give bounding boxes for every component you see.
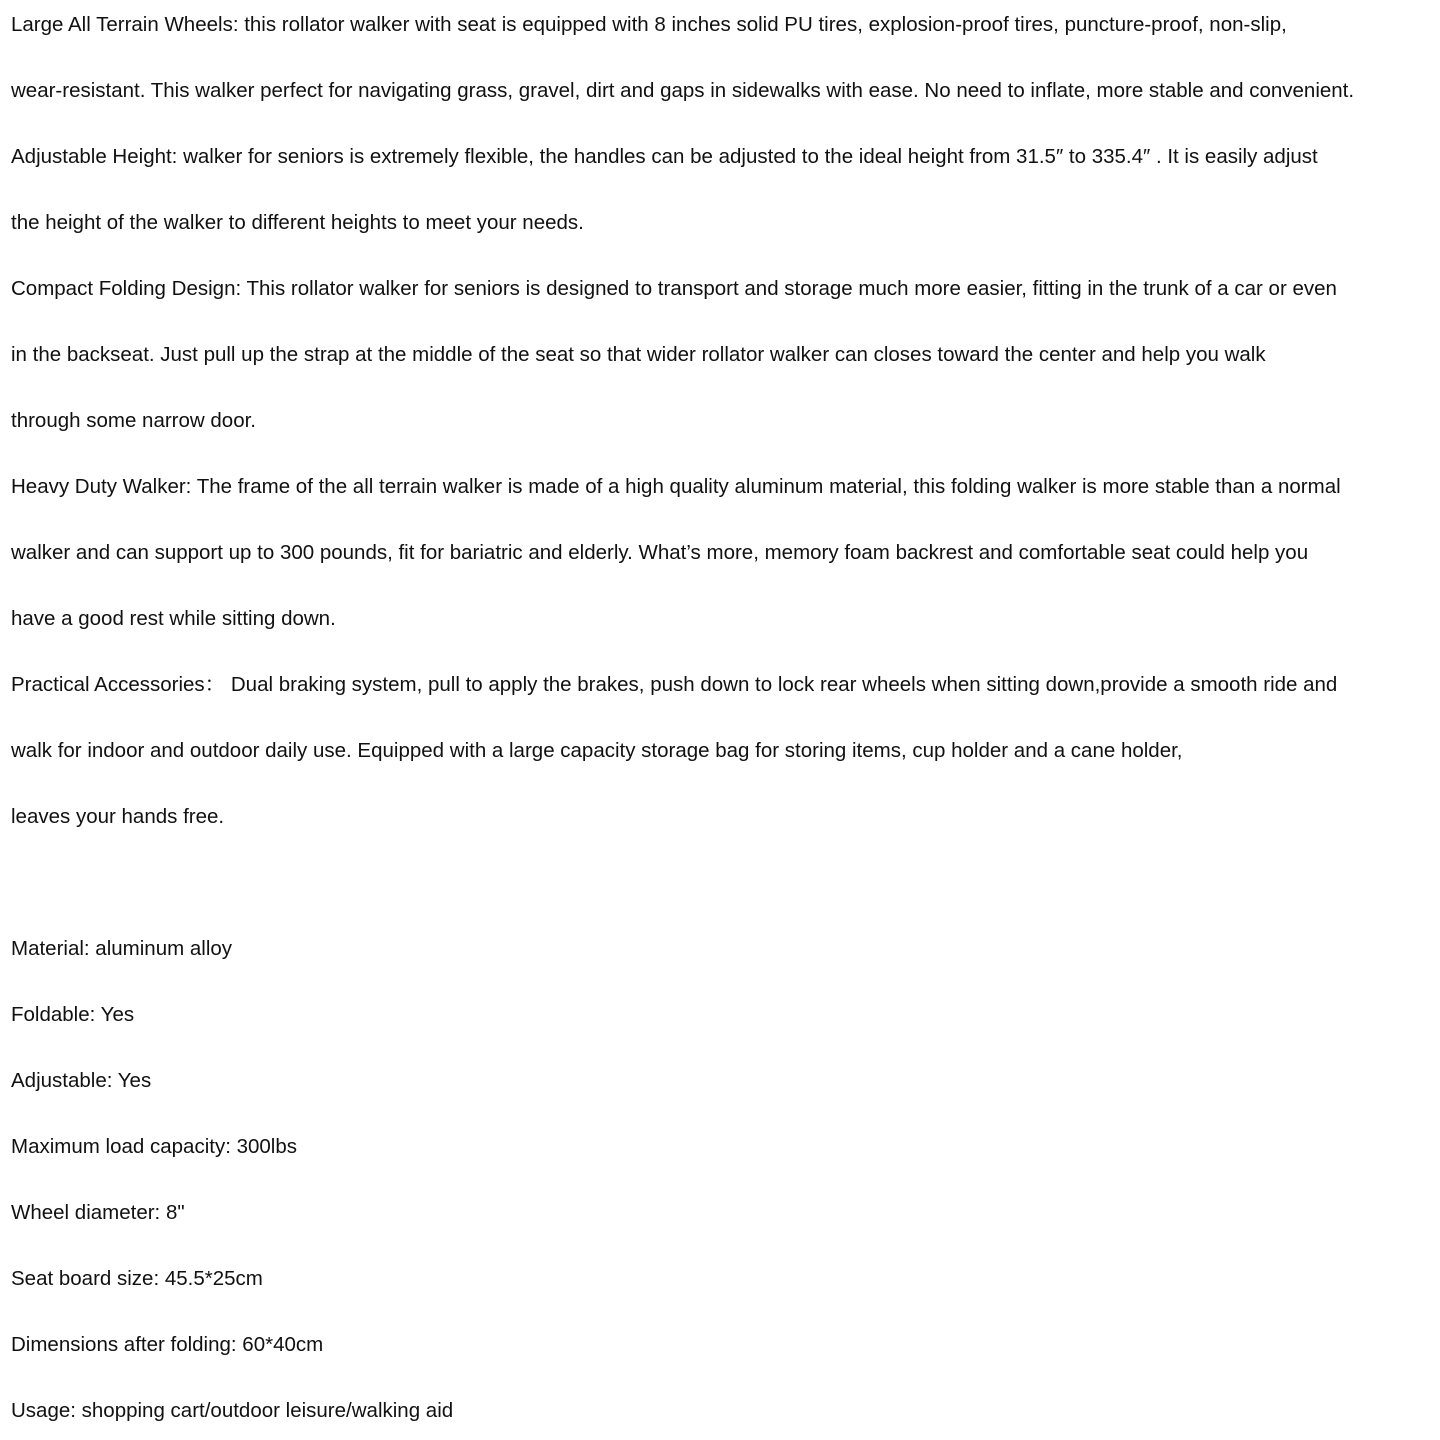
spec-folded-dimensions: Dimensions after folding: 60*40cm <box>11 1333 324 1356</box>
spec-wheel-diameter: Wheel diameter: 8" <box>11 1201 185 1224</box>
description-line: leaves your hands free. <box>11 805 225 828</box>
description-line: Heavy Duty Walker: The frame of the all terrain walker is made of a high quality aluminum material, this folding walker is more stable than a normal <box>11 475 1341 498</box>
description-line: Practical Accessories： Dual braking system, pull to apply the brakes, push down to lock rear wheels when sitting down,provide a smooth ride and <box>11 673 1338 696</box>
description-line: in the backseat. Just pull up the strap at the middle of the seat so that wider rollator walker can closes toward the center and help you walk <box>11 343 1266 366</box>
description-line: have a good rest while sitting down. <box>11 607 336 630</box>
description-line: the height of the walker to different heights to meet your needs. <box>11 211 584 234</box>
description-line: Adjustable Height: walker for seniors is extremely flexible, the handles can be adjusted to the ideal height from 31.5″ to 335.4″ . It is easily adjust <box>11 145 1318 168</box>
spec-foldable: Foldable: Yes <box>11 1003 135 1026</box>
spec-usage: Usage: shopping cart/outdoor leisure/walking aid <box>11 1399 454 1422</box>
description-line: Large All Terrain Wheels: this rollator walker with seat is equipped with 8 inches solid PU tires, explosion-proof tires, puncture-proof, non-slip, <box>11 13 1287 36</box>
description-line: walk for indoor and outdoor daily use. Equipped with a large capacity storage bag for storing items, cup holder and a cane holder, <box>11 739 1183 762</box>
description-line: through some narrow door. <box>11 409 256 432</box>
description-line: wear-resistant. This walker perfect for navigating grass, gravel, dirt and gaps in sidewalks with ease. No need to inflate, more stable and convenient. <box>11 79 1355 102</box>
spec-adjustable: Adjustable: Yes <box>11 1069 152 1092</box>
description-line: Compact Folding Design: This rollator walker for seniors is designed to transport and storage much more easier, fitting in the trunk of a car or even <box>11 277 1337 300</box>
spec-max-load: Maximum load capacity: 300lbs <box>11 1135 297 1158</box>
description-line: walker and can support up to 300 pounds, fit for bariatric and elderly. What’s more, memory foam backrest and comfortable seat could help you <box>11 541 1309 564</box>
spec-material: Material: aluminum alloy <box>11 937 233 960</box>
spec-seat-board-size: Seat board size: 45.5*25cm <box>11 1267 263 1290</box>
